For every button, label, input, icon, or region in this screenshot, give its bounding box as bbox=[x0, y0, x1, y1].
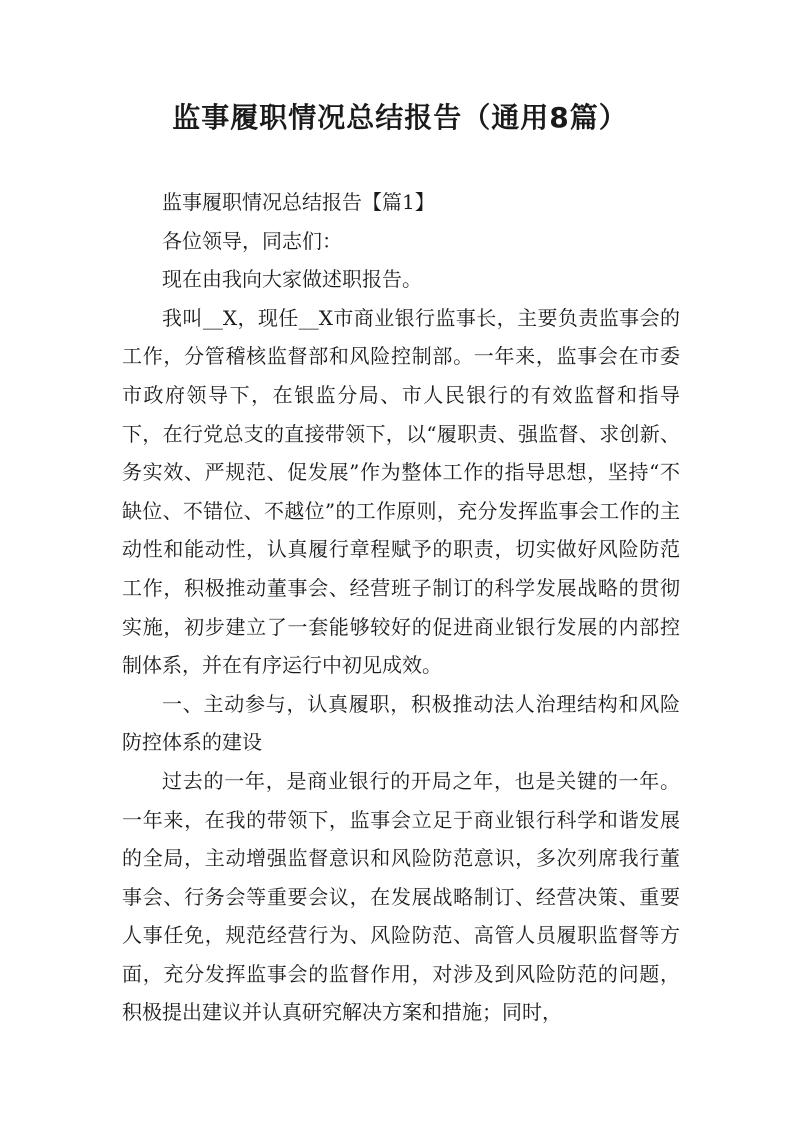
document-body bbox=[122, 183, 680, 1032]
document-title: 监事履职情况总结报告（通用8篇） bbox=[172, 101, 628, 134]
body-paragraph: 过去的一年，是商业银行的开局之年，也是关键的一年。一年来，在我的带领下，监事会立足于商业银行科学和谐发展的全局，主动增强监督意识和风险防范意识，多次列席我行董事会、行务会等重要会议，在发展战略制订、经营决策、重要人事任免，规范经营行为、风险防范、高管人员履职监督等方面，充分发挥监事会的监督作用，对涉及到风险防范的问题，积极提出建议并认真研究解决方案和措施；同时， bbox=[122, 768, 680, 1025]
body-paragraph: 我叫__X，现任__X市商业银行监事长，主要负责监事会的工作，分管稽核监督部和风险控制部。一年来，监事会在市委市政府领导下，在银监分局、市人民银行的有效监督和指导下，在行党总支的直接带领下，以“履职责、强监督、求创新、务实效、严规范、促发展”作为整体工作的指导思想，坚持“不缺位、不错位、不越位”的工作原则，充分发挥监事会工作的主动性和能动性，认真履行章程赋予的职责，切实做好风险防范工作，积极推动董事会、经营班子制订的科学发展战略的贯彻实施，初步建立了一套能够较好的促进商业银行发展的内部控制体系，并在有序运行中初见成效。 bbox=[122, 305, 680, 678]
subsection-heading: 一、主动参与，认真履职，积极推动法人治理结构和风险防控体系的建设 bbox=[122, 691, 680, 755]
section-heading: 监事履职情况总结报告【篇1】 bbox=[162, 190, 435, 214]
intro-sentence: 现在由我向大家做述职报告。 bbox=[162, 267, 422, 292]
salutation: 各位领导，同志们： bbox=[162, 228, 342, 253]
